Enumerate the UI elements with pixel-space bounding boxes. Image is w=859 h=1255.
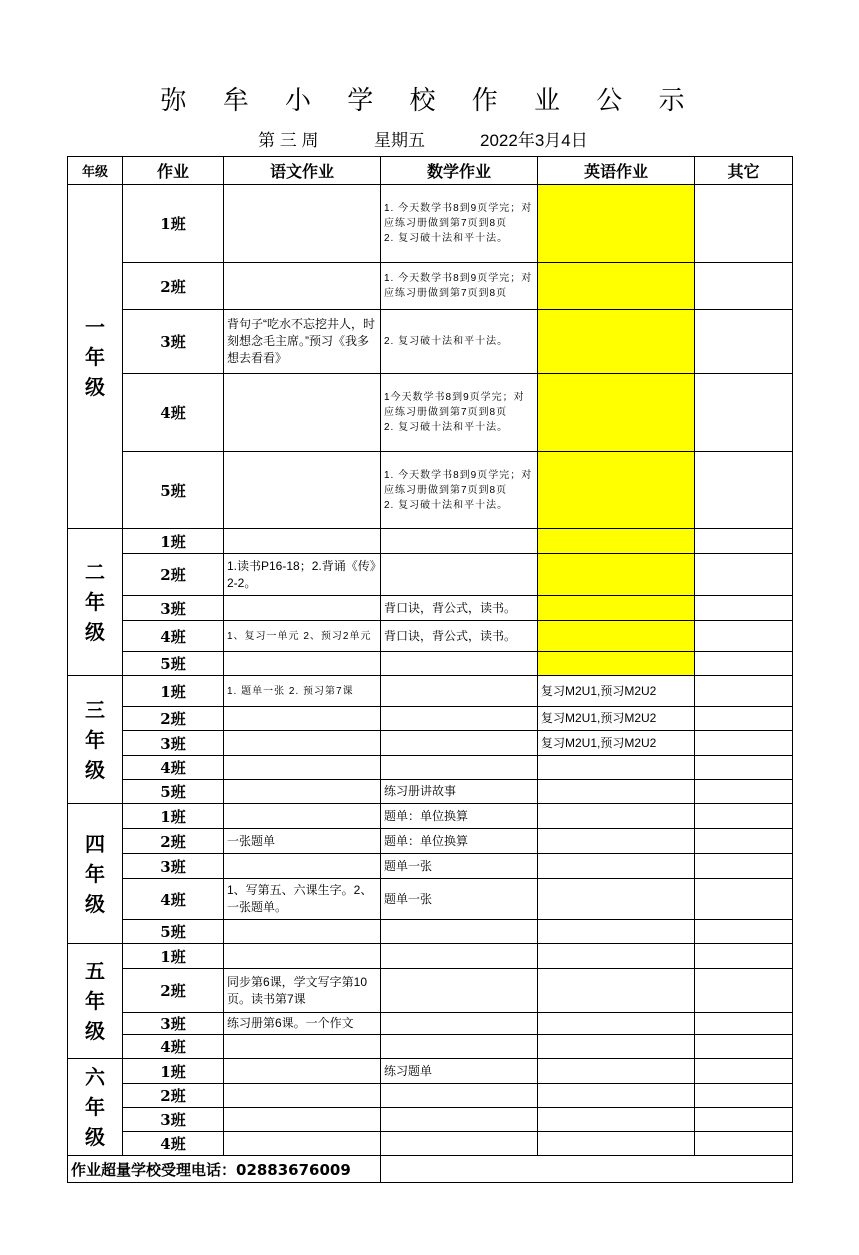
grade-label-text: 六 年 级 — [85, 1065, 105, 1149]
class-label: 1班 — [123, 944, 224, 969]
math-homework-cell — [381, 969, 538, 1013]
page-title: 弥 牟 小 学 校 作 业 公 示 — [160, 86, 699, 116]
chinese-homework-cell: 1.读书P16-18；2.背诵《传》2-2。 — [224, 554, 381, 596]
other-homework-cell — [695, 969, 793, 1013]
math-homework-cell: 题单一张 — [381, 854, 538, 879]
other-homework-cell — [695, 780, 793, 804]
header-grade: 年级 — [68, 157, 123, 185]
table-row — [68, 529, 793, 554]
english-homework-cell — [538, 452, 695, 529]
chinese-homework-cell — [224, 1132, 381, 1156]
other-homework-cell — [695, 1108, 793, 1132]
english-homework-cell — [538, 1108, 695, 1132]
other-homework-cell — [695, 310, 793, 374]
english-homework-cell: 复习M2U1,预习M2U2 — [538, 707, 695, 731]
class-label: 4班 — [123, 1132, 224, 1156]
table-row — [68, 780, 793, 804]
math-homework-cell — [381, 920, 538, 944]
other-homework-cell — [695, 185, 793, 263]
complaint-hotline: 作业超量学校受理电话：02883676009 — [68, 1156, 381, 1183]
grade-label — [68, 676, 123, 804]
english-homework-cell — [538, 621, 695, 652]
class-label: 5班 — [123, 652, 224, 676]
chinese-homework-cell — [224, 374, 381, 452]
english-homework-cell — [538, 310, 695, 374]
table-row — [68, 707, 793, 731]
class-label: 4班 — [123, 879, 224, 920]
math-homework-cell — [381, 652, 538, 676]
class-label: 3班 — [123, 731, 224, 756]
grade-label — [68, 944, 123, 1059]
header-other: 其它 — [695, 157, 793, 185]
class-label: 1班 — [123, 1059, 224, 1084]
math-homework-cell: 1. 今天数学书8到9页学完；对应练习册做到第7页到8页 — [381, 263, 538, 310]
english-homework-cell — [538, 944, 695, 969]
grade-label — [68, 185, 123, 529]
footer-row — [68, 1156, 793, 1183]
other-homework-cell — [695, 554, 793, 596]
english-homework-cell — [538, 185, 695, 263]
table-row — [68, 676, 793, 707]
english-homework-cell — [538, 529, 695, 554]
table-row — [68, 1013, 793, 1035]
table-row — [68, 1059, 793, 1084]
other-homework-cell — [695, 374, 793, 452]
table-row — [68, 829, 793, 854]
other-homework-cell — [695, 452, 793, 529]
english-homework-cell — [538, 374, 695, 452]
other-homework-cell — [695, 804, 793, 829]
table-row — [68, 621, 793, 652]
class-label: 1班 — [123, 529, 224, 554]
class-label: 1班 — [123, 185, 224, 263]
table-row — [68, 854, 793, 879]
chinese-homework-cell: 1. 题单一张 2. 预习第7课 — [224, 676, 381, 707]
other-homework-cell — [695, 652, 793, 676]
math-homework-cell — [381, 944, 538, 969]
english-homework-cell — [538, 596, 695, 621]
class-label: 1班 — [123, 804, 224, 829]
class-label: 3班 — [123, 1108, 224, 1132]
chinese-homework-cell: 1、复习一单元 2、预习2单元 — [224, 621, 381, 652]
chinese-homework-cell — [224, 452, 381, 529]
chinese-homework-cell — [224, 756, 381, 780]
header-homework: 作业 — [123, 157, 224, 185]
math-homework-cell — [381, 529, 538, 554]
table-row — [68, 1132, 793, 1156]
class-label: 5班 — [123, 920, 224, 944]
grade-label-text: 二 年 级 — [85, 560, 105, 644]
other-homework-cell — [695, 879, 793, 920]
math-homework-cell — [381, 676, 538, 707]
table-row — [68, 1084, 793, 1108]
math-homework-cell — [381, 731, 538, 756]
grade-label-text: 四 年 级 — [85, 831, 105, 916]
chinese-homework-cell — [224, 707, 381, 731]
chinese-homework-cell — [224, 1035, 381, 1059]
grade-label-text: 一 年 级 — [85, 314, 105, 399]
english-homework-cell — [538, 1035, 695, 1059]
chinese-homework-cell — [224, 596, 381, 621]
other-homework-cell — [695, 596, 793, 621]
english-homework-cell — [538, 969, 695, 1013]
other-homework-cell — [695, 529, 793, 554]
math-homework-cell — [381, 1013, 538, 1035]
chinese-homework-cell — [224, 780, 381, 804]
math-homework-cell: 1. 今天数学书8到9页学完；对应练习册做到第7页到8页 2. 复习破十法和平十法。 — [381, 452, 538, 529]
table-row — [68, 596, 793, 621]
homework-table — [67, 156, 793, 1183]
class-label: 4班 — [123, 756, 224, 780]
class-label: 3班 — [123, 596, 224, 621]
other-homework-cell — [695, 854, 793, 879]
table-row — [68, 804, 793, 829]
other-homework-cell — [695, 263, 793, 310]
math-homework-cell: 题单：单位换算 — [381, 804, 538, 829]
math-homework-cell — [381, 1108, 538, 1132]
class-label: 1班 — [123, 676, 224, 707]
chinese-homework-cell: 一张题单 — [224, 829, 381, 854]
other-homework-cell — [695, 1013, 793, 1035]
english-homework-cell: 复习M2U1,预习M2U2 — [538, 731, 695, 756]
table-row — [68, 1035, 793, 1059]
table-row — [68, 263, 793, 310]
header-math: 数学作业 — [381, 157, 538, 185]
other-homework-cell — [695, 621, 793, 652]
table-row — [68, 1108, 793, 1132]
other-homework-cell — [695, 920, 793, 944]
chinese-homework-cell — [224, 529, 381, 554]
english-homework-cell — [538, 920, 695, 944]
class-label: 2班 — [123, 263, 224, 310]
english-homework-cell — [538, 263, 695, 310]
table-row — [68, 554, 793, 596]
class-label: 2班 — [123, 707, 224, 731]
class-label: 3班 — [123, 854, 224, 879]
grade-label — [68, 529, 123, 676]
class-label: 2班 — [123, 1084, 224, 1108]
chinese-homework-cell — [224, 944, 381, 969]
class-label: 5班 — [123, 452, 224, 529]
weekday-label: 星期五 — [374, 131, 425, 150]
math-homework-cell: 1. 今天数学书8到9页学完；对应练习册做到第7页到8页 2. 复习破十法和平十法。 — [381, 185, 538, 263]
class-label: 5班 — [123, 780, 224, 804]
table-row — [68, 879, 793, 920]
class-label: 2班 — [123, 554, 224, 596]
class-label: 4班 — [123, 1035, 224, 1059]
other-homework-cell — [695, 1132, 793, 1156]
chinese-homework-cell — [224, 854, 381, 879]
table-row — [68, 756, 793, 780]
math-homework-cell — [381, 1084, 538, 1108]
chinese-homework-cell — [224, 804, 381, 829]
table-row — [68, 969, 793, 1013]
grade-label — [68, 1059, 123, 1156]
chinese-homework-cell — [224, 920, 381, 944]
english-homework-cell — [538, 829, 695, 854]
table-row — [68, 731, 793, 756]
english-homework-cell — [538, 554, 695, 596]
class-label: 3班 — [123, 1013, 224, 1035]
chinese-homework-cell: 练习册第6课。一个作文 — [224, 1013, 381, 1035]
math-homework-cell — [381, 1035, 538, 1059]
grade-label-text: 五 年 级 — [85, 959, 105, 1043]
english-homework-cell — [538, 780, 695, 804]
table-row — [68, 185, 793, 263]
chinese-homework-cell: 背句子“吃水不忘挖井人，时刻想念毛主席。”预习《我多想去看看》 — [224, 310, 381, 374]
class-label: 4班 — [123, 374, 224, 452]
math-homework-cell — [381, 1132, 538, 1156]
date-label: 2022年3月4日 — [480, 131, 588, 150]
table-row — [68, 310, 793, 374]
other-homework-cell — [695, 707, 793, 731]
math-homework-cell: 背口诀，背公式，读书。 — [381, 596, 538, 621]
chinese-homework-cell — [224, 731, 381, 756]
math-homework-cell: 2. 复习破十法和平十法。 — [381, 310, 538, 374]
english-homework-cell — [538, 1013, 695, 1035]
other-homework-cell — [695, 1059, 793, 1084]
chinese-homework-cell — [224, 185, 381, 263]
header-row — [68, 157, 793, 185]
english-homework-cell — [538, 804, 695, 829]
math-homework-cell — [381, 554, 538, 596]
other-homework-cell — [695, 829, 793, 854]
grade-label-text: 三 年 级 — [85, 697, 105, 782]
english-homework-cell — [538, 854, 695, 879]
chinese-homework-cell — [224, 652, 381, 676]
english-homework-cell — [538, 1084, 695, 1108]
chinese-homework-cell — [224, 263, 381, 310]
class-label: 2班 — [123, 829, 224, 854]
math-homework-cell: 1今天数学书8到9页学完；对应练习册做到第7页到8页 2. 复习破十法和平十法。 — [381, 374, 538, 452]
chinese-homework-cell: 1、写第五、六课生字。2、一张题单。 — [224, 879, 381, 920]
english-homework-cell: 复习M2U1,预习M2U2 — [538, 676, 695, 707]
grade-label — [68, 804, 123, 944]
table-row — [68, 920, 793, 944]
table-body — [68, 185, 793, 1156]
other-homework-cell — [695, 676, 793, 707]
math-homework-cell: 练习题单 — [381, 1059, 538, 1084]
math-homework-cell: 练习册讲故事 — [381, 780, 538, 804]
header-english: 英语作业 — [538, 157, 695, 185]
english-homework-cell — [538, 1059, 695, 1084]
english-homework-cell — [538, 756, 695, 780]
english-homework-cell — [538, 1132, 695, 1156]
header-chinese: 语文作业 — [224, 157, 381, 185]
week-label: 第 三 周 — [258, 131, 319, 150]
other-homework-cell — [695, 731, 793, 756]
math-homework-cell — [381, 756, 538, 780]
chinese-homework-cell: 同步第6课，学文写字第10页。读书第7课 — [224, 969, 381, 1013]
other-homework-cell — [695, 1084, 793, 1108]
other-homework-cell — [695, 756, 793, 780]
table-row — [68, 944, 793, 969]
table-row — [68, 374, 793, 452]
english-homework-cell — [538, 879, 695, 920]
class-label: 4班 — [123, 621, 224, 652]
class-label: 2班 — [123, 969, 224, 1013]
table-row — [68, 652, 793, 676]
english-homework-cell — [538, 652, 695, 676]
chinese-homework-cell — [224, 1059, 381, 1084]
class-label: 3班 — [123, 310, 224, 374]
math-homework-cell: 题单：单位换算 — [381, 829, 538, 854]
chinese-homework-cell — [224, 1084, 381, 1108]
math-homework-cell: 背口诀，背公式，读书。 — [381, 621, 538, 652]
other-homework-cell — [695, 944, 793, 969]
chinese-homework-cell — [224, 1108, 381, 1132]
math-homework-cell: 题单一张 — [381, 879, 538, 920]
math-homework-cell — [381, 707, 538, 731]
other-homework-cell — [695, 1035, 793, 1059]
table-row — [68, 452, 793, 529]
footer-empty — [381, 1156, 793, 1183]
